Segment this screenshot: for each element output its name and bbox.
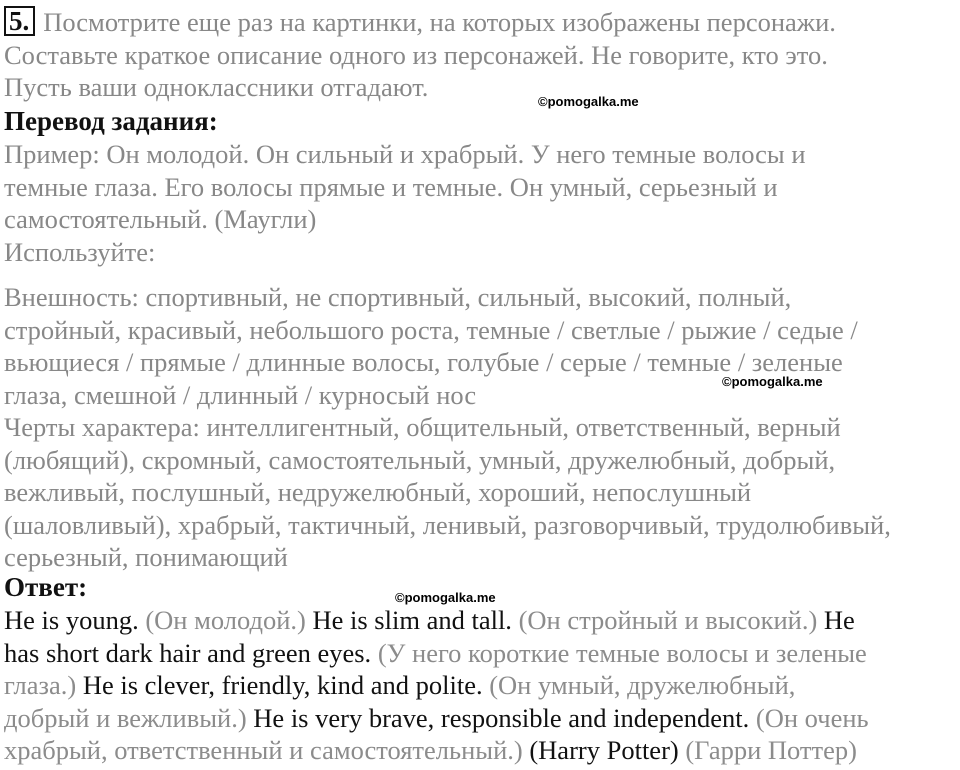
vocabulary-line: (шаловливый), храбрый, тактичный, ленивый, разговорчивый, трудолюбивый, [4, 509, 891, 540]
task-number: 5. [4, 6, 35, 36]
answer-english: He [823, 605, 855, 635]
task-line-2: Составьте краткое описание одного из персонажей. Не говорите, кто это. [4, 39, 828, 70]
answer-line-5 [4, 734, 954, 767]
watermark-top: ©pomogalka.me [538, 94, 639, 109]
answer-russian: глаза.) [4, 670, 83, 700]
answer-russian: (У него короткие темные волосы и зеленые [377, 637, 867, 668]
vocabulary-block [4, 281, 954, 574]
vocabulary-line: вьющиеся / прямые / длинные волосы, голубые / серые / темные / зеленые [4, 347, 843, 377]
answer-english: (Harry Potter) [529, 735, 686, 765]
task-line-1 [4, 6, 954, 39]
answer-english: He is very brave, responsible and independent. [253, 702, 756, 733]
vocabulary-line: стройный, красивый, небольшого роста, темные / светлые / рыжие / седые / [4, 314, 858, 345]
example-line: темные глаза. Его волосы прямые и темные. Он умный, серьезный и [4, 171, 778, 202]
translation-heading: Перевод задания: [4, 106, 218, 136]
answer-russian: (Он стройный и высокий.) [518, 605, 824, 635]
answer-russian: добрый и вежливый.) [4, 702, 254, 733]
answer-line-1 [4, 604, 954, 637]
example-block [4, 138, 954, 268]
task-line-3: Пусть ваши одноклассники отгадают. [4, 72, 429, 102]
vocabulary-line: серьезный, понимающий [4, 542, 288, 572]
watermark-bottom: ©pomogalka.me [395, 590, 496, 605]
watermark-middle: ©pomogalka.me [722, 374, 823, 389]
answer-line-2 [4, 637, 954, 670]
answer-heading: Ответ: [4, 572, 88, 602]
answer-english: He is clever, friendly, kind and polite. [82, 670, 490, 700]
example-line: Пример: Он молодой. Он сильный и храбрый. У него темные волосы и [4, 139, 806, 169]
vocabulary-line: вежливый, послушный, недружелюбный, хороший, непослушный [4, 477, 752, 507]
vocabulary-line: (любящий), скромный, самостоятельный, умный, дружелюбный, добрый, [4, 444, 836, 475]
answer-english: has short dark hair and green eyes. [4, 637, 378, 668]
example-line: Используйте: [4, 236, 156, 267]
vocabulary-line: глаза, смешной / длинный / курносый нос [4, 379, 477, 410]
task-block [4, 6, 954, 104]
answer-english: He is slim and tall. [312, 605, 519, 635]
answer-english: He is young. [4, 605, 146, 635]
answer-russian: (Гарри Поттер) [685, 735, 857, 765]
answer-russian: (Он умный, дружелюбный, [489, 670, 796, 700]
answer-russian: (Он молодой.) [145, 605, 313, 635]
vocabulary-line: Черты характера: интеллигентный, общительный, ответственный, верный [4, 412, 841, 442]
answer-russian: храбрый, ответственный и самостоятельный.) [4, 735, 530, 765]
answer-russian: (Он очень [755, 702, 869, 733]
vocabulary-line: Внешность: спортивный, не спортивный, сильный, высокий, полный, [4, 282, 792, 312]
answer-line-3 [4, 669, 954, 702]
answer-block [4, 604, 954, 767]
answer-line-4 [4, 702, 954, 735]
example-line: самостоятельный. (Маугли) [4, 204, 317, 234]
task-text-1: Посмотрите еще раз на картинки, на которых изображены персонажи. [43, 7, 836, 37]
